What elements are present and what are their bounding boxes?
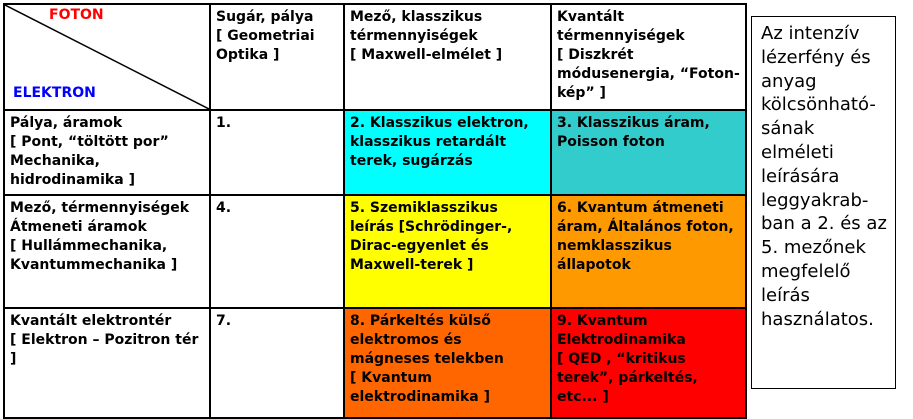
cell-4: 4. [210, 195, 344, 308]
row-label-field-quantities: Mező, térmennyiségek Átmeneti áramok [ Hullámmechanika, Kvantummechanika ] [4, 195, 210, 308]
cell-9: 9. Kvantum Elektrodinamika [ QED , “kritikus terek”, párkeltés, etc... ] [551, 308, 746, 418]
cell-8: 8. Párkeltés külső elektromos és mágneses telekben [ Kvantum elektrodinamika ] [344, 308, 551, 418]
classification-table [3, 3, 747, 419]
header-quantized-field: Kvantált térmennyiségek [ Diszkrét módusenergia, “Foton-kép” ] [551, 4, 746, 110]
row-trajectories [4, 110, 746, 195]
cell-6: 6. Kvantum átmeneti áram, Általános foton, nemklasszikus állapotok [551, 195, 746, 308]
row-field-quantities [4, 195, 746, 308]
cell-2: 2. Klasszikus elektron, klasszikus retardált terek, sugárzás [344, 110, 551, 195]
header-geometric-optics: Sugár, pálya [ Geometriai Optika ] [210, 4, 344, 110]
cell-3: 3. Klasszikus áram, Poisson foton [551, 110, 746, 195]
foton-label: FOTON [49, 7, 104, 23]
header-classical-field: Mező, klasszikus térmennyiségek [ Maxwell-elmélet ] [344, 4, 551, 110]
cell-1: 1. [210, 110, 344, 195]
row-label-quantized-electron-field: Kvantált elektrontér [ Elektron – Pozitron tér ] [4, 308, 210, 418]
header-row [4, 4, 746, 110]
note-box: Az intenzív lézerfény és anyag kölcsönható-sának elméleti leírására leggyakrab-ban a 2. és az 5. mezőnek megfelelő leírás használatos. [751, 16, 896, 389]
cell-7: 7. [210, 308, 344, 418]
row-label-trajectories: Pálya, áramok [ Pont, “töltött por” Mechanika, hidrodinamika ] [4, 110, 210, 195]
cell-5: 5. Szemiklasszikus leírás [Schrödinger-, Dirac-egyenlet és Maxwell-terek ] [344, 195, 551, 308]
corner-cell [4, 4, 210, 110]
elektron-label: ELEKTRON [13, 85, 96, 101]
row-quantized-electron-field [4, 308, 746, 418]
